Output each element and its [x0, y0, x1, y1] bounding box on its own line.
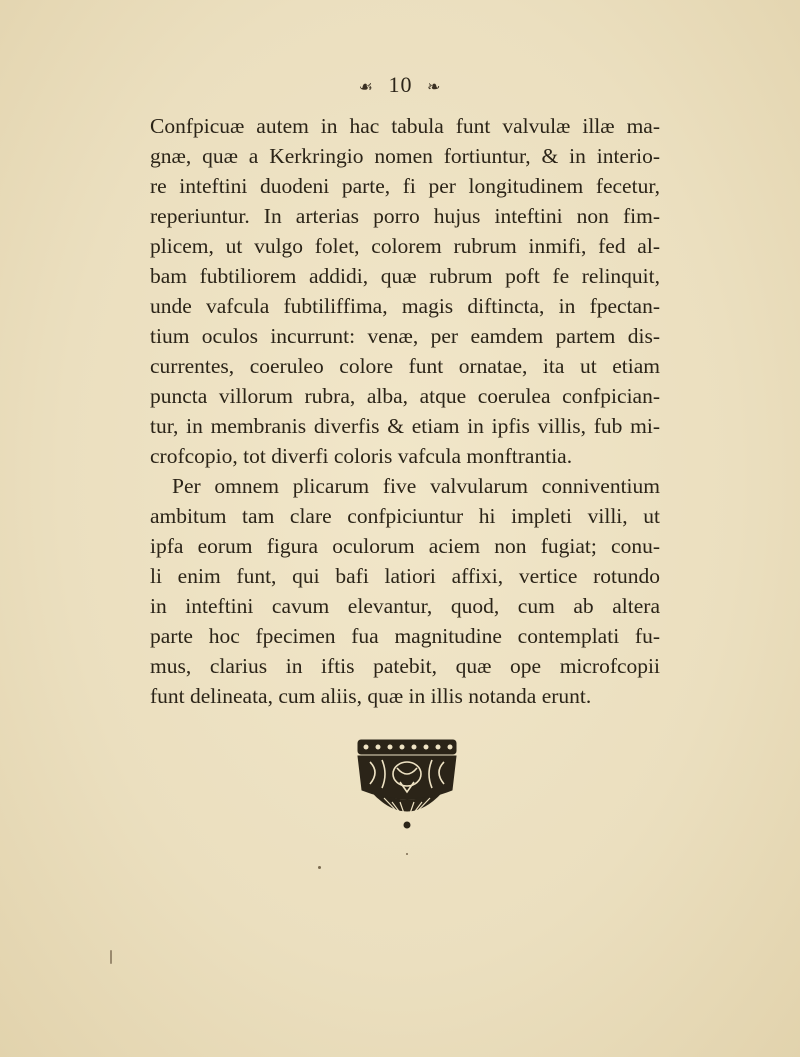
body-text — [150, 111, 660, 711]
floral-vignette-icon — [352, 738, 462, 830]
text-line: parte hoc fpecimen fua magnitudine contemplati fu- — [150, 624, 660, 648]
page-number: 10 — [388, 72, 413, 97]
ornament-right-icon: ❧ — [426, 78, 442, 96]
text-line: in inteftini cavum elevantur, quod, cum ab altera — [150, 594, 660, 618]
page-header — [0, 72, 800, 98]
text-line: bam fubtiliorem addidi, quæ rubrum poft fe relinquit, — [150, 264, 660, 288]
text-line: ipfa eorum figura oculorum aciem non fugiat; conu- — [150, 534, 660, 558]
text-line: mus, clarius in iftis patebit, quæ ope microfcopii — [150, 654, 660, 678]
text-line: plicem, ut vulgo folet, colorem rubrum inmifi, fed al- — [150, 234, 660, 258]
text-line: Confpicuæ autem in hac tabula funt valvulæ illæ ma- — [150, 114, 660, 138]
paper-mark — [110, 950, 112, 964]
text-line: puncta villorum rubra, alba, atque coerulea confpician- — [150, 384, 660, 408]
ornament-left-icon: ☙ — [358, 78, 374, 96]
text-line: ambitum tam clare confpiciuntur hi impleti villi, ut — [150, 504, 660, 528]
text-line: funt delineata, cum aliis, quæ in illis notanda erunt. — [150, 684, 592, 708]
text-line: li enim funt, qui bafi latiori affixi, vertice rotundo — [150, 564, 660, 588]
text-line: gnæ, quæ a Kerkringio nomen fortiuntur, & in interio- — [150, 144, 660, 168]
text-line: Per omnem plicarum five valvularum conniventium — [172, 474, 660, 498]
text-line: crofcopio, tot diverfi coloris vafcula monftrantia. — [150, 444, 573, 468]
text-line: reperiuntur. In arterias porro hujus inteftini non fim- — [150, 204, 660, 228]
text-line: tium oculos incurrunt: venæ, per eamdem partem dis- — [150, 324, 660, 348]
ink-speck — [318, 866, 321, 869]
text-line: tur, in membranis diverfis & etiam in ipfis villis, fub mi- — [150, 414, 660, 438]
text-line: unde vafcula fubtiliffima, magis diftincta, in fpectan- — [150, 294, 660, 318]
text-line: currentes, coeruleo colore funt ornatae, ita ut etiam — [150, 354, 660, 378]
text-line: re inteftini duodeni parte, fi per longitudinem fecetur, — [150, 174, 660, 198]
ink-speck — [406, 853, 408, 855]
